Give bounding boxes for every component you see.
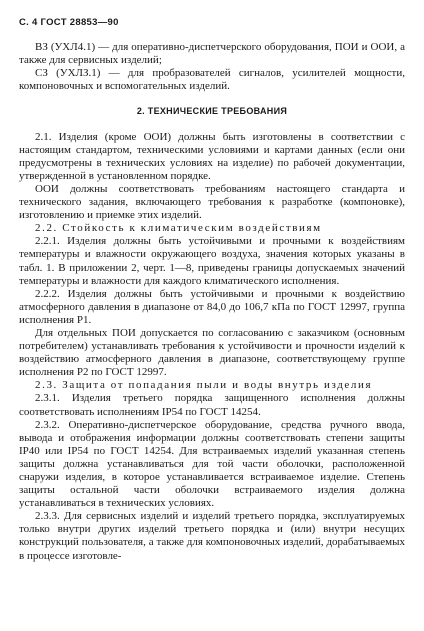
subsection-2-3-heading: 2.3. Защита от попадания пыли и воды внутрь изделия [35, 379, 373, 392]
paragraph-2-2-1: 2.2.1. Изделия должны быть устойчивыми и прочными к воздействиям температуры и влажности окружающего воздуха, значения которых указаны в табл. 1. В приложении 2, черт. 1—8, приведены границы допускаемых значений температуры и влажности для каждого климатического исполнения. [19, 235, 405, 287]
section-title: 2. ТЕХНИЧЕСКИЕ ТРЕБОВАНИЯ [136, 106, 288, 117]
paragraph-2-3-3: 2.3.3. Для сервисных изделий и изделий третьего порядка, эксплуатируемых только внутри других изделий третьего порядка и (или) внутри несущих конструкций пользователя, а также для компоновочных изделий, дорабатываемых в процессе изготовле- [19, 510, 405, 562]
intro-paragraph-1: ВЗ (УХЛ4.1) — для оперативно-диспетчерского оборудования, ПОИ и ООИ, а также для сервисных изделий; [19, 41, 405, 67]
paragraph-poi: Для отдельных ПОИ допускается по согласованию с заказчиком (основным потребителем) устанавливать требования к устойчивости и прочности изделий к воздействию атмосферного давления в диапазоне, соответствующему группе исполнения Р2 по ГОСТ 12997. [19, 326, 405, 379]
paragraph-2-2-2: 2.2.2. Изделия должны быть устойчивыми и прочными к воздействию атмосферного давления в диапазоне от 84,0 до 106,7 кПа по ГОСТ 12997, группа исполнения Р1. [19, 287, 405, 326]
paragraph-2-1: 2.1. Изделия (кроме ООИ) должны быть изготовлены в соответствии с настоящим стандартом, техническими условиями и картами данных (если они предусмотрены в технических условиях на изделие) по рабочей документации, утвержденной в установленном порядке. [19, 130, 405, 182]
intro-paragraph-2: СЗ (УХЛЗ.1) — для пробразователей сигналов, усилителей мощности, компоновочных и вспомогательных изделий. [19, 67, 405, 93]
paragraph-2-3-2: 2.3.2. Оперативно-диспетчерское оборудование, средства ручного ввода, вывода и отображения информации должны соответствовать степени защиты IP40 или IP54 по ГОСТ 14254. Для встраиваемых изделий указанная степень защиты должна устанавливаться для той части оболочки, расположенной снаружи изделия, в которое устанавливается встраиваемое изделие. Степень защиты остальной части оболочки встраиваемого изделия должна устанавливаться в технических условиях. [19, 418, 405, 510]
paragraph-2-3-1: 2.3.1. Изделия третьего порядка защищенного исполнения должны соответствовать исполнениям IP54 по ГОСТ 14254. [19, 392, 405, 418]
page-header: С. 4 ГОСТ 28853—90 [19, 17, 119, 28]
paragraph-ooi: ООИ должны соответствовать требованиям настоящего стандарта и технического задания, включающего требования к разработке (компоновке), изготовлению и приемке этих изделий. [19, 182, 405, 222]
subsection-2-2-heading: 2.2. Стойкость к климатическим воздействиям [35, 222, 322, 235]
